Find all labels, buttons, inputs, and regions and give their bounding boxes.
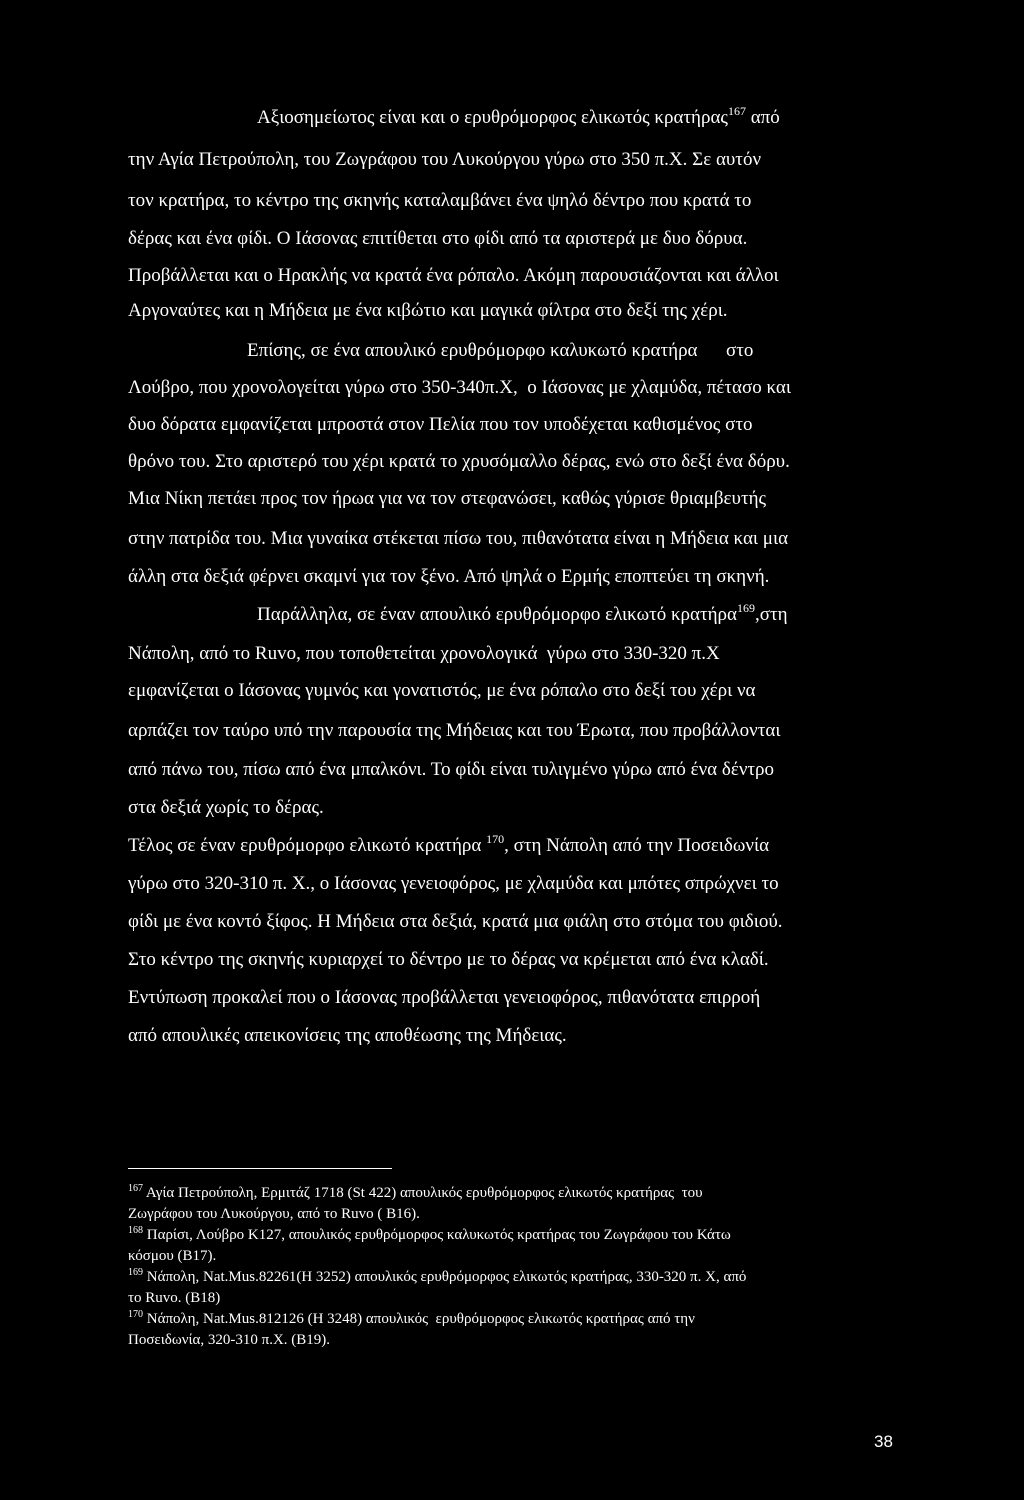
body-line: Νάπολη, από το Ruvo, που τοποθετείται χρονολογικά γύρω στο 330-320 π.Χ	[128, 643, 720, 664]
footnote-divider	[128, 1168, 392, 1169]
footnote-line: $^{167}$ Αγία Πετρούπολη, Ερμιτάζ 1718 (St 422) απουλικός ερυθρόμορφος ελικωτός κρατήρας του	[128, 1183, 703, 1201]
body-line: στα δεξιά χωρίς το δέρας.	[128, 797, 324, 818]
body-line: από πάνω του, πίσω από ένα μπαλκόνι. Το φίδι είναι τυλιγμένο γύρω από ένα δέντρο	[128, 759, 775, 780]
body-line: Τέλος σε έναν ερυθρόμορφο ελικωτό κρατήρα $^{170}$, στη Νάπολη από την Ποσειδωνία	[128, 832, 770, 856]
body-line: αρπάζει τον ταύρο υπό την παρουσία της Μήδειας και του Έρωτα, που προβάλλονται	[128, 720, 781, 741]
body-line: θρόνο του. Στο αριστερό του χέρι κρατά το χρυσόμαλλο δέρας, ενώ στο δεξί ένα δόρυ.	[128, 451, 790, 472]
body-line: την Αγία Πετρούπολη, του Ζωγράφου του Λυκούργου γύρω στο 350 π.Χ. Σε αυτόν	[128, 149, 762, 170]
footnote-line: Ζωγράφου του Λυκούργου, από το Ruvo ( B16).	[128, 1206, 420, 1222]
body-line: φίδι με ένα κοντό ξίφος. Η Μήδεια στα δεξιά, κρατά μια φιάλη στο στόμα του φιδιού.	[128, 911, 783, 932]
footnote-line: $^{170}$ Νάπολη, Nat.Mus.812126 (H 3248) απουλικός ερυθρόμορφος ελικωτός κρατήρας από την	[128, 1309, 695, 1327]
body-line: από απουλικές απεικονίσεις της αποθέωσης της Μήδειας.	[128, 1025, 567, 1046]
body-line: γύρω στο 320-310 π. Χ., ο Ιάσονας γενειοφόρος, με χλαμύδα και μπότες σπρώχνει το	[128, 873, 779, 894]
body-line: Αξιοσημείωτος είναι και ο ερυθρόμορφος ελικωτός κρατήρας$^{167}$ από	[257, 104, 780, 128]
body-line: στην πατρίδα του. Μια γυναίκα στέκεται πίσω του, πιθανότατα είναι η Μήδεια και μια	[128, 528, 789, 549]
body-line: δέρας και ένα φίδι. Ο Ιάσονας επιτίθεται στο φίδι από τα αριστερά με δυο δόρυα.	[128, 228, 748, 249]
body-line: Εντύπωση προκαλεί που ο Ιάσονας προβάλλεται γενειοφόρος, πιθανότατα επιρροή	[128, 987, 761, 1008]
body-line: εμφανίζεται ο Ιάσονας γυμνός και γονατιστός, με ένα ρόπαλο στο δεξί του χέρι να	[128, 680, 756, 701]
footnote-line: το Ruvo. (B18)	[128, 1290, 221, 1306]
footnote-line: $^{168}$ Παρίσι, Λούβρο K127, απουλικός ερυθρόμορφος καλυκωτός κρατήρας του Ζωγράφου του Κάτω	[128, 1225, 731, 1243]
footnote-line: κόσμου (B17).	[128, 1248, 217, 1264]
page-number: 38	[874, 1432, 893, 1451]
footnote-line: Ποσειδωνία, 320-310 π.Χ. (B19).	[128, 1332, 331, 1348]
body-line: τον κρατήρα, το κέντρο της σκηνής καταλαμβάνει ένα ψηλό δέντρο που κρατά το	[128, 190, 752, 211]
footnote-line: $^{169}$ Νάπολη, Nat.Mus.82261(H 3252) απουλικός ερυθρόμορφος ελικωτός κρατήρας, 330-320 π. Χ, από	[128, 1267, 747, 1285]
body-line: άλλη στα δεξιά φέρνει σκαμνί για τον ξένο. Από ψηλά ο Ερμής εποπτεύει τη σκηνή.	[128, 566, 770, 587]
body-line: δυο δόρατα εμφανίζεται μπροστά στον Πελία που τον υποδέχεται καθισμένος στο	[128, 414, 753, 435]
body-line: Παράλληλα, σε έναν απουλικό ερυθρόμορφο ελικωτό κρατήρα$^{169}$,στη	[257, 601, 788, 625]
body-line: Αργοναύτες και η Μήδεια με ένα κιβώτιο και μαγικά φίλτρα στο δεξί της χέρι.	[128, 300, 728, 321]
body-line: Λούβρο, που χρονολογείται γύρω στο 350-340π.Χ, ο Ιάσονας με χλαμύδα, πέτασο και	[128, 377, 791, 398]
body-line: Στο κέντρο της σκηνής κυριαρχεί το δέντρο με το δέρας να κρέμεται από ένα κλαδί.	[128, 949, 769, 970]
body-line: Επίσης, σε ένα απουλικό ερυθρόμορφο καλυκωτό κρατήρα στο	[247, 340, 754, 361]
body-line: Μια Νίκη πετάει προς τον ήρωα για να τον στεφανώσει, καθώς γύρισε θριαμβευτής	[128, 488, 767, 509]
footnote-ref[interactable]: 170	[486, 832, 505, 846]
body-line: Προβάλλεται και ο Ηρακλής να κρατά ένα ρόπαλο. Ακόμη παρουσιάζονται και άλλοι	[128, 265, 779, 286]
footnote-ref[interactable]: 167	[727, 104, 746, 118]
footnote-ref[interactable]: 169	[736, 601, 755, 615]
